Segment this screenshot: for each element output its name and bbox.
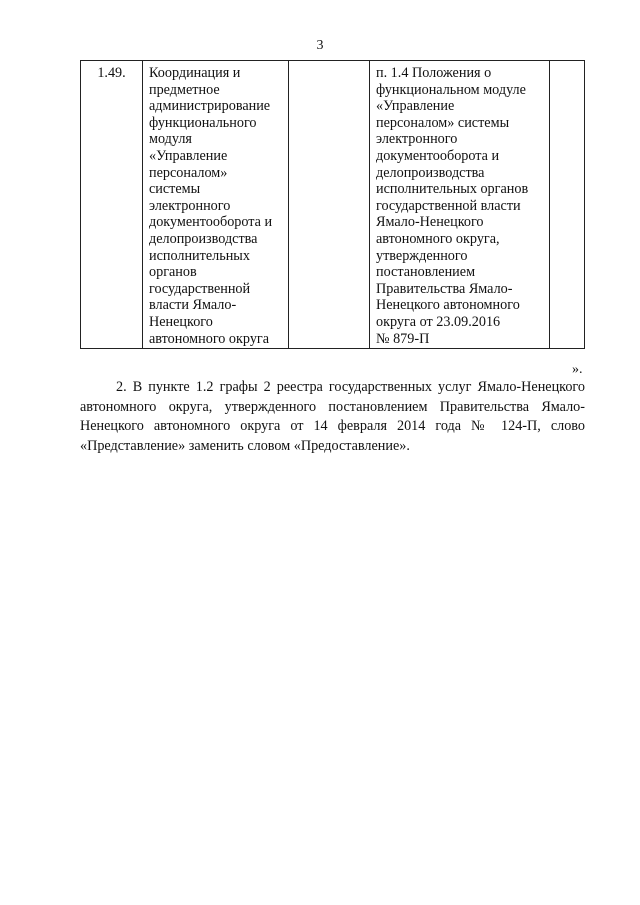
page-number: 3 [316,38,324,53]
row-empty-cell-5 [550,61,585,349]
row-empty-cell-3 [289,61,370,349]
row-number-cell: 1.49. [81,61,143,349]
closing-quote: ». [572,362,583,377]
registry-table [80,60,585,349]
paragraph-2: 2. В пункте 1.2 графы 2 реестра государственных услуг Ямало-Ненецкого автономного округа, утвержденного постановлением Правительства Ямало-Ненецкого автономного округа от 14 февраля 2014 года № 124-П, слово «Представление» заменить словом «Предоставление». [80,379,585,454]
row-name-text: Координация и предметное администрирование функционального модуля «Управление персоналом» системы электронного документооборота и делопроизводства исполнительных органов государственной власти Ямало- Ненецкого автономного округа [149,65,273,347]
row-name-cell [143,61,289,349]
row-basis-text: п. 1.4 Положения о функциональном модуле «Управление персоналом» системы электронного документооборота и делопроизводства исполнительных органов государственной власти Ямало-Ненецкого автономного округа, утвержденного постановлением Правительства Ямало- Ненецкого автономного округа от 23.09.2016 № 879-П [376,65,529,347]
row-basis-cell [370,61,550,349]
table-row [81,61,585,349]
